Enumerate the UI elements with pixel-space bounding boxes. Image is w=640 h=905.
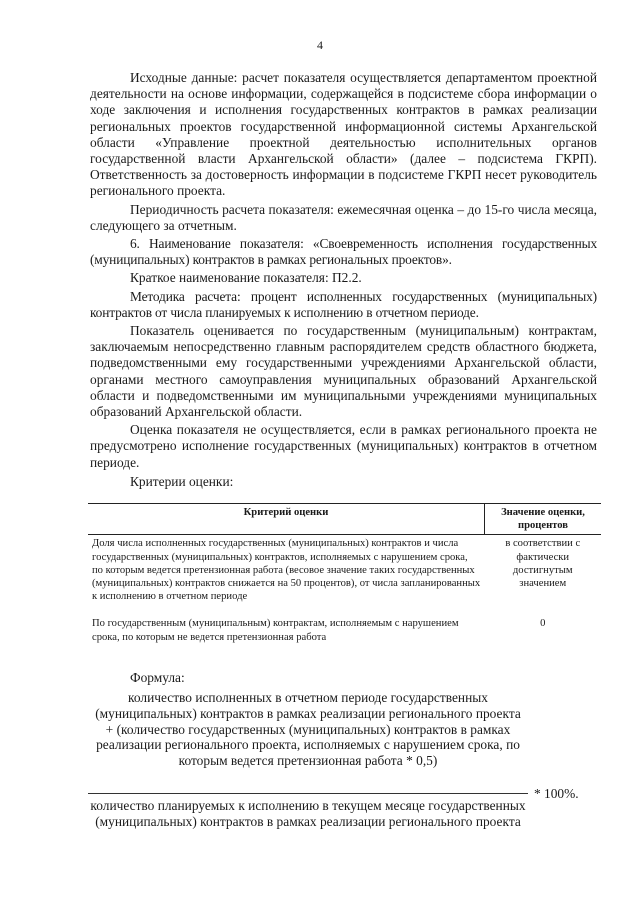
formula-denominator: количество планируемых к исполнению в текущем месяце государственных (муниципальных) контрактов в рамках реализации регионального проекта <box>90 798 526 829</box>
criteria-cell-value: в соответствии с фактически достигнутым значением <box>505 538 581 590</box>
criteria-table-header <box>88 504 601 535</box>
formula-multiplier: * 100%. <box>534 786 579 801</box>
criteria-cell-criterion: Доля числа исполненных государственных (муниципальных) контрактов и числа государственных (муниципальных) контрактов, исполняемых с нарушением срока, по которым ведется претензионная работа (весовое значение таких государственных (муниципальных) контрактов снижается на 50 процентов), от числа запланированных к исполнению в отчетном периоде <box>92 538 481 603</box>
criteria-table <box>88 503 601 646</box>
paragraph-periodicity: Периодичность расчета показателя: ежемесячная оценка – до 15-го числа месяца, следующего за отчетным. <box>90 201 597 233</box>
paragraph-method: Методика расчета: процент исполненных государственных (муниципальных) контрактов от числа планируемых к исполнению в отчетном периоде. <box>90 288 597 320</box>
paragraph-scope: Показатель оценивается по государственным (муниципальным) контрактам, заключаемым непосредственно главным распорядителем средств областного бюджета, подведомственными ему государственными учреждениями Архангельской области, органами местного самоуправления муниципальных образований Архангельской области и подведомственными им муниципальными учреждениями муниципальных образований Архангельской области. <box>90 323 597 420</box>
criteria-header-criterion: Критерий оценки <box>88 504 485 535</box>
table-row <box>88 535 601 606</box>
fraction-line <box>88 793 528 794</box>
criteria-header-value: Значение оценки, процентов <box>485 504 602 535</box>
document-body <box>90 70 597 494</box>
criteria-label: Критерии оценки: <box>130 473 234 489</box>
formula-label: Формула: <box>130 670 185 685</box>
page-number: 4 <box>317 38 323 52</box>
formula-numerator: количество исполненных в отчетном периоде государственных (муниципальных) контрактов в рамках реализации регионального проекта + (количество государственных (муниципальных) контрактов в рамках реализации регионального проекта, исполняемых с нарушением срока, по которым ведется претензионная работа * 0,5) <box>95 690 521 769</box>
table-row <box>88 615 601 645</box>
paragraph-not-assessed: Оценка показателя не осуществляется, если в рамках регионального проекта не предусмотрено исполнение государственных (муниципальных) контрактов в отчетном периоде. <box>90 422 597 470</box>
paragraph-short-name: Краткое наименование показателя: П2.2. <box>130 270 362 286</box>
paragraph-indicator-name: 6. Наименование показателя: «Своевременность исполнения государственных (муниципальных) контрактов в рамках региональных проектов». <box>90 236 597 268</box>
criteria-cell-criterion: По государственным (муниципальным) контрактам, исполняемым с нарушением срока, по которым не ведется претензионная работа <box>92 618 459 643</box>
criteria-cell-value: 0 <box>540 618 546 630</box>
paragraph-source-data: Исходные данные: расчет показателя осуществляется департаментом проектной деятельности на основе информации, содержащейся в подсистеме сбора информации о ходе заключения и исполнения государственных контрактов в рамках реализации региональных проектов государственной информационной системы Архангельской области «Управление проектной деятельностью исполнительных органов государственной власти Архангельской области» (далее – подсистема ГКРП). Ответственность за достоверность информации в подсистеме ГКРП несет руководитель регионального проекта. <box>90 70 597 199</box>
